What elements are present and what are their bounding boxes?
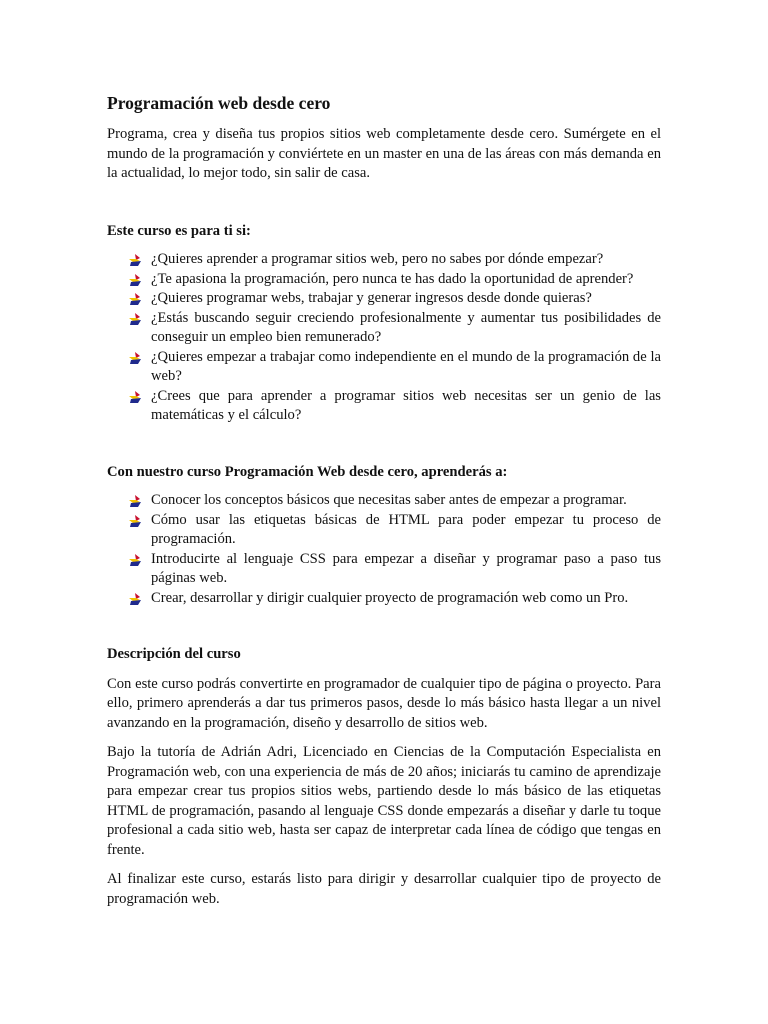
audience-list bbox=[107, 250, 661, 426]
intro-paragraph: Programa, crea y diseña tus propios sitios web completamente desde cero. Sumérgete en el mundo de la programación y conviértete en un master en una de las áreas con más demanda en la actualidad, lo mejor todo, sin salir de casa. bbox=[107, 126, 661, 181]
list-item-text: Conocer los conceptos básicos que necesitas saber antes de empezar a programar. bbox=[151, 492, 627, 508]
list-item-text: ¿Te apasiona la programación, pero nunca te has dado la oportunidad de aprender? bbox=[151, 270, 634, 287]
pushpin-bullet-icon bbox=[129, 352, 142, 365]
list-item bbox=[107, 309, 661, 348]
description-paragraph-1: Con este curso podrás convertirte en programador de cualquier tipo de página o proyecto. Para ello, primero aprenderás a dar tus primeros pasos, desde lo más básico hasta llegar a un nivel avanzando en la programación, diseño y desarrollo de sitios web. bbox=[107, 675, 661, 731]
description-paragraph-3: Al finalizar este curso, estarás listo para dirigir y desarrollar cualquier tipo de proyecto de programación web. bbox=[107, 871, 661, 907]
pushpin-bullet-icon bbox=[129, 391, 142, 404]
document-page bbox=[107, 92, 661, 909]
pushpin-bullet-icon bbox=[129, 593, 142, 606]
list-item-text: Crear, desarrollar y dirigir cualquier proyecto de programación web como un Pro. bbox=[151, 589, 629, 606]
list-item-text: Introducirte al lenguaje CSS para empezar a diseñar y programar paso a paso tus páginas web. bbox=[151, 550, 661, 586]
list-item-text: ¿Quieres aprender a programar sitios web, pero no sabes por dónde empezar? bbox=[151, 251, 604, 267]
learn-list bbox=[107, 491, 661, 608]
description-heading: Descripción del curso bbox=[107, 646, 241, 662]
pushpin-bullet-icon bbox=[129, 274, 142, 287]
learn-heading: Con nuestro curso Programación Web desde cero, aprenderás a: bbox=[107, 463, 508, 480]
document-title: Programación web desde cero bbox=[107, 93, 331, 113]
list-item-text: Cómo usar las etiquetas básicas de HTML para poder empezar tu proceso de programación. bbox=[151, 511, 661, 547]
pushpin-bullet-icon bbox=[129, 254, 142, 267]
pushpin-bullet-icon bbox=[129, 293, 142, 306]
list-item-text: ¿Quieres empezar a trabajar como independiente en el mundo de la programación de la web? bbox=[151, 348, 661, 384]
list-item bbox=[107, 550, 661, 589]
list-item bbox=[107, 511, 661, 550]
description-paragraph-2: Bajo la tutoría de Adrián Adri, Licenciado en Ciencias de la Computación Especialista en Programación web, con una experiencia de más de 20 años; iniciarás tu camino de aprendizaje para empezar crear tus propios sitios webs, partiendo desde lo más básico de las etiquetas HTML de programación, pasando al lenguaje CSS donde empezarás a diseñar y darle tu toque profesional a cada sitio web, hasta ser capaz de interpretar cada línea de código que tengas en frente. bbox=[107, 744, 661, 858]
pushpin-bullet-icon bbox=[129, 515, 142, 528]
list-item bbox=[107, 387, 661, 426]
pushpin-bullet-icon bbox=[129, 495, 142, 508]
audience-heading: Este curso es para ti si: bbox=[107, 222, 251, 239]
list-item-text: ¿Quieres programar webs, trabajar y generar ingresos desde donde quieras? bbox=[151, 290, 592, 306]
list-item bbox=[107, 289, 661, 309]
list-item bbox=[107, 348, 661, 387]
list-item bbox=[107, 250, 661, 270]
list-item bbox=[107, 491, 661, 511]
list-item-text: ¿Crees que para aprender a programar sitios web necesitas ser un genio de las matemáticas y el cálculo? bbox=[151, 387, 661, 423]
list-item bbox=[107, 589, 661, 609]
pushpin-bullet-icon bbox=[129, 554, 142, 567]
list-item bbox=[107, 270, 661, 290]
pushpin-bullet-icon bbox=[129, 313, 142, 326]
list-item-text: ¿Estás buscando seguir creciendo profesionalmente y aumentar tus posibilidades de conseguir un empleo bien remunerado? bbox=[151, 309, 661, 345]
